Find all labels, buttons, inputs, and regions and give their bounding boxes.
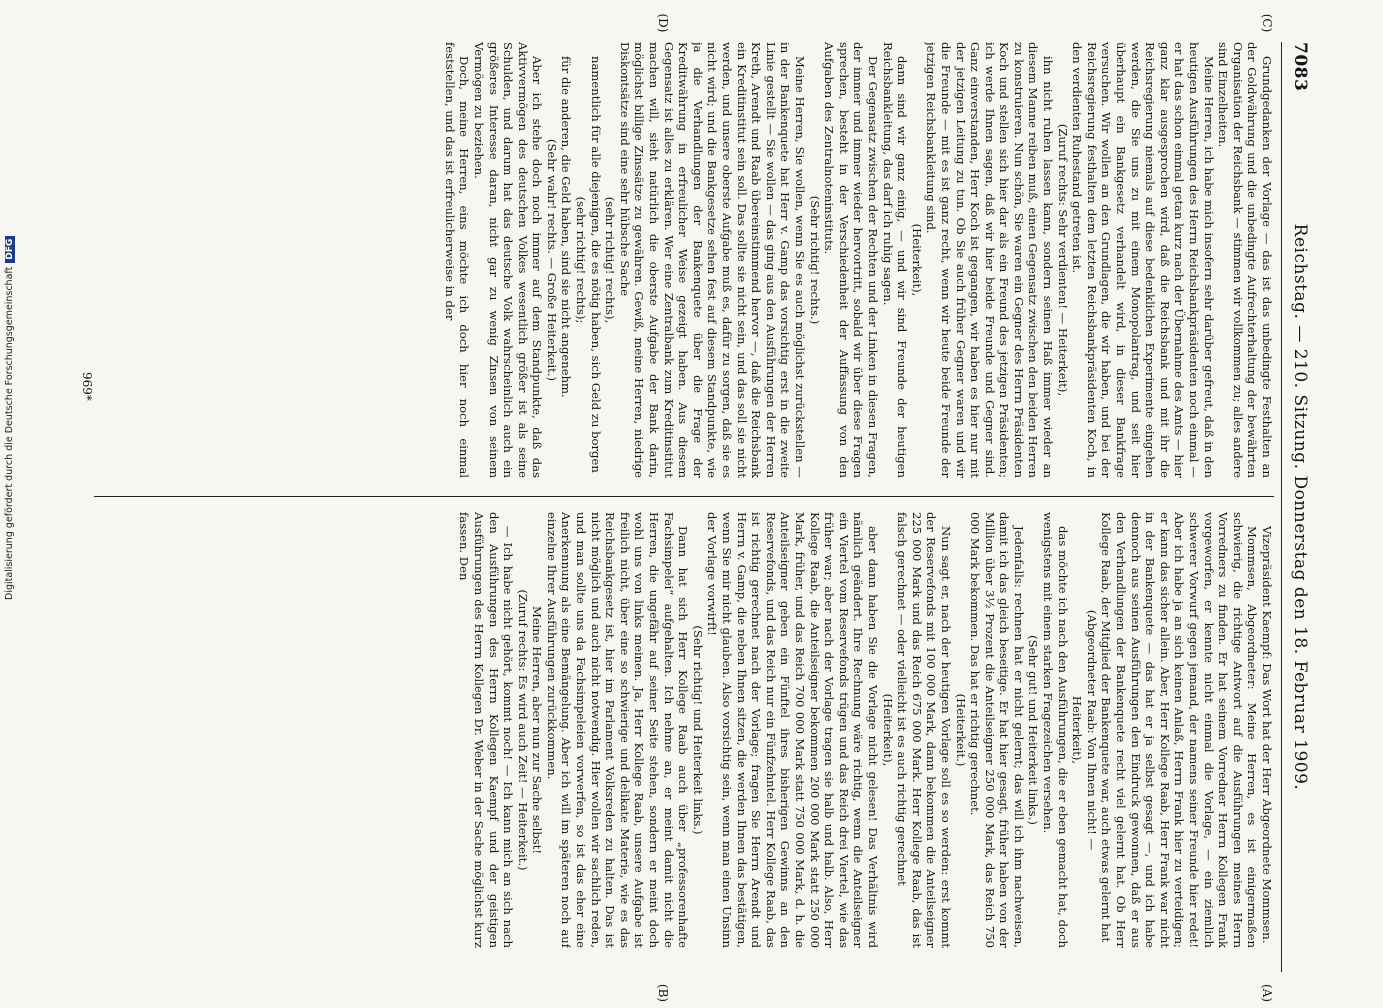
paragraph: (sehr richtig! rechts),: [603, 196, 618, 324]
paragraph: dann sind wir ganz einig, — und wir sind Freunde der heutigen Reichsbankleitung, das darf ich ruhig sagen.: [880, 42, 910, 478]
paragraph: Doch, meine Herren, eins möchte ich doch hier noch einmal feststellen, und das ist erfreulicherweise in der: [442, 42, 472, 478]
paragraph: Der Gegensatz zwischen der Rechten und der Linken in diesen Fragen, der immer und immer wieder hervortritt, sobald wir über diese Fragen sprechen, besteht in der Verschiedenheit der Auffassung von den Aufgaben des Zentralnoteninstituts.: [822, 42, 880, 478]
paragraph: (Heiterkeit),: [880, 693, 895, 767]
margin-marker-a: (A): [1260, 983, 1274, 1003]
paragraph: das möchte ich nach den Ausführungen, die er eben gemacht hat, doch wenigstens mit einem starken Fragezeichen versehen.: [1041, 512, 1070, 948]
right-text-column: [94, 512, 1274, 948]
paragraph: Aber ich stehe doch noch immer auf dem Standpunkte, daß das Aktivvermögen des deutschen Volkes wesentlich größer ist als seine Schulden, und darum hat das deutsche Volk wahrscheinlich auch ein größeres Interesse daran, nicht gar zu wenig Zinsen von seinem Vermögen zu beziehen.: [471, 42, 545, 478]
paragraph: Dann hat sich Herr Kollege Raab auch über „professorenhafte Fachsimpelei“ aufgehalten. Ich nehme an, er meint damit nicht die Herren, die ungefähr auf seiner Seite stehen, sondern er meint doch wohl uns von links meinen. Ja, Herr Kollege Raab, unsere Aufgabe ist freilich nicht, über eine so schwierige und delikate Materie, wie es das Reichsbankgesetz ist, hier im Parlament Volksreden zu halten. Das ist nicht möglich und auch nicht notwendig. Hier wollen wir sachlich reden, und man sollte uns da Fachsimpeleien vorwerfen, so ist das eher eine Anerkennung als eine Bemängelung. Aber ich will im späteren noch auf einzelne Ihrer Ausführungen zurückkommen.: [544, 512, 691, 948]
paragraph: Vizepräsident Kaempf: Das Wort hat der Herr Abgeordnete Mommsen.: [1260, 526, 1274, 944]
rotated-page: [70, 13, 1310, 1003]
paragraph: (Sehr wahr! rechts. — Große Heiterkeit.): [544, 138, 559, 382]
paragraph: (Sehr gut! und Heiterkeit links.): [1026, 635, 1041, 825]
margin-marker-c: (C): [1260, 13, 1274, 33]
page-header: [1284, 42, 1310, 972]
paragraph: Meine Herren, ich habe mich insofern sehr darüber gefreut, daß in den heutigen Ausführungen des Herrn Reichsbankpräsidenten noch einmal — er hat das schon einmal getan kurz nach der Übernahme des Amts — hier ganz klar ausgesprochen wird, daß die Reichsbank und mit ihr die Reichsregierung niemals auf diese bedenklichen Experimente eingehen werden, die Sie uns zu mit einem Monopolantrag, und seit hier überhaupt ein Bankgesetz verhandelt wird, in dieser Bankfrage versuchen. Wir wollen an den Grundlagen, die wir haben, und bei der Reichsregierung festhalten dem letzten Reichsbankpräsidenten Koch, in den verdienten Ruhestand getreten ist.: [1070, 42, 1216, 478]
paragraph: Grundgedanken der Vorlage — das ist das unbedingte Festhalten an der Goldwährung und die unbedingte Aufrechterhaltung der bewährten Organisation der Reichsbank — stimmen wir vollkommen zu; alles andere sind Einzelheiten.: [1216, 42, 1274, 478]
paragraph: Mommsen, Abgeordneter: Meine Herren, es ist einigermaßen schwierig, die richtige Antwort auf die Ausführungen meines Herrn Vorredners zu finden. Er hat seinem Vorredner Herrn Kollegen Frank vorgeworfen, er kennte nicht einmal die Vorlage, — ein ziemlich schwerer Vorwurf gegen jemand, der namens seiner Freunde hier redet! Aber ich habe ja an sich keinen Anlaß, Herrn Frank hier zu verteidigen; er kann das sicher allein. Aber, Herr Kollege Raab, Herr Frank war nicht in der Bankenquete — das hat er ja selbst gesagt —, und ich habe dennoch aus seinen Ausführungen den Eindruck gewonnen, daß er aus den Verhandlungen der Bankenquete recht viel gelernt hat. Ob Herr Kollege Raab, der Mitglied der Bankenquete war, auch etwas gelernt hat: [1099, 512, 1260, 948]
margin-marker-b: (B): [656, 983, 670, 1003]
paragraph: (Heiterkeit.): [953, 693, 968, 767]
signature-mark: 969*: [80, 372, 94, 401]
funding-stamp-text: Digitalisierung gefördert durch die Deutsche Forschungsgemeinschaft: [4, 266, 15, 600]
paragraph: — Ich habe nicht gehört, kommt noch! — Ich kann mich an sich nach den Ausführungen des Herrn Kollegen Kaempf und der geistigen Ausführungen des Herrn Kollegen Dr. Weber in der Sache möglichst kurz fassen. Den: [457, 512, 516, 948]
paragraph: Meine Herren, Sie wollen, wenn Sie es auch möglichst zurückstellen — in der Bankenquete hat Herr v. Gamp das vorsichtig erst in die zweite Linie gestellt — Sie wollen — das ging aus den Ausführungen der Herren Kreth, Arendt und Raab übereinstimmend hervor —, daß die Reichsbank ein Kreditinstitut sein soll. Das sollte sie nicht sein, und das soll sie nicht werden, und unsere oberste Aufgabe muß es, dafür zu sorgen, daß sie es nicht wird; und die Bankgesetze sehen fest auf diesem Standpunkte, wie ja die Verhandlungen der Bankenquete über die Frage der Kreditwährung in erfreulicher Weise gezeigt haben. Aus diesem Gegensatz ist alles zu erklären. Wer eine Zentralbank zum Kreditinstitut machen will, sieht natürlich die oberste Aufgabe der Bank darin, möglichst billige Zinssätze zu gewähren. Gewiß, meine Herren, niedrige Diskontsätze sind eine sehr hübsche Sache: [617, 42, 807, 478]
left-text-column: [94, 42, 1274, 478]
paragraph: (Abgeordneter Raab: Von Ihnen nicht! —: [1084, 609, 1099, 851]
running-title: Reichstag. — 210. Sitzung. Donnerstag den 18. Februar 1909.: [1290, 223, 1310, 791]
paragraph: Heiterkeit),: [1070, 695, 1085, 765]
paragraph: Jedenfalls: rechnen hat er nicht gelernt; das will ich ihm nachweisen, damit ich das gleich beseitige. Er hat hier gesagt, früher haben von der Million über 3½ Prozent die Anteilseigner 250 000 Mark, das Reich 750 000 Mark bekommen. Das hat er richtig gerechnet.: [968, 512, 1026, 948]
paragraph: (sehr richtig! rechts);: [574, 196, 589, 324]
paragraph: aber dann haben Sie die Vorlage nicht gelesen! Das Verhältnis wird nämlich geändert. Ihre Rechnung wäre richtig, wenn die Anteilseigner ein Viertel vom Reservefonds trügen und das Reich drei Viertel, wie das früher war; aber nach der Vorlage tragen sie halb und halb. Also, Herr Kollege Raab, die Anteilseigner bekommen 200 000 Mark statt 250 000 Mark, früher, und das Reich 700 000 Mark statt 750 000 Mark, d. h. die Anteilseigner geben ein Fünftel ihres bisherigen Gewinns an den Reservefonds, und das Reich nur ein Fünfzehntel. Herr Kollege Raab, das ist richtig gerechnet nach der Vorlage; fragen Sie Herrn Arendt und Herrn v. Gamp, die neben Ihnen sitzen, die werden Ihnen das bestätigen, wenn Sie mir nicht glauben. Also vorsichtig sein, wenn man einen Unsinn der Vorlage vorwirft!: [705, 512, 880, 948]
paragraph: (Heiterkeit),: [909, 223, 924, 297]
funding-stamp: [4, 236, 15, 600]
column-divider: [94, 496, 1274, 497]
dfg-logo: DFG: [5, 236, 15, 263]
paragraph: (Zuruf rechts: Sehr verdienten! — Heiterkeit),: [1055, 123, 1070, 397]
paragraph: ihn nicht ruhen lassen kann, sondern seinen Haß immer wieder an diesem Manne reiben muß, einen Gegensatz zwischen den beiden Herren zu konstruieren. Nun schön, Sie waren ein Gegner des Herrn Präsidenten Koch und stellen sich hier dar als ein Freund des jetzigen Präsidenten; ich werde Ihnen sagen, daß wir hier beide Freunde und Gegner sind. Ganz einverstanden, Herr Koch ist gegangen, wir haben es hier nur mit der jetzigen Leitung zu tun. Ob Sie auch früher Gegner waren und wir die Freunde — mit es ist ganz recht, wenn wir heute beide Freunde der jetzigen Reichsbankleitung sind.: [924, 42, 1056, 478]
paragraph: namentlich für alle diejenigen, die es nötig haben, sich Geld zu borgen: [588, 56, 603, 473]
margin-marker-d: (D): [656, 13, 670, 33]
paragraph: (Zuruf rechts: Es wird auch Zeit! — Heiterkeit.): [515, 589, 530, 871]
paragraph: für die anderen, die Geld haben, sind sie nicht angenehm.: [559, 56, 574, 398]
paragraph: Meine Herren, aber nun zur Sache selbst!: [530, 605, 545, 855]
paragraph: Nun sagt er, nach der heutigen Vorlage soll es so werden: erst kommt der Reservefonds mit 100 000 Mark, dann bekommen die Anteilseigner 225 000 Mark und das Reich 675 000 Mark. Herr Kollege Raab, das ist falsch gerechnet — oder vielleicht ist es auch richtig gerechnet: [895, 512, 953, 948]
page-number: 7083: [1290, 42, 1310, 92]
paragraph: (Sehr richtig! und Heiterkeit links.): [690, 625, 705, 835]
paragraph: (Sehr richtig! rechts.): [807, 195, 822, 325]
header-rule: [1281, 42, 1282, 972]
